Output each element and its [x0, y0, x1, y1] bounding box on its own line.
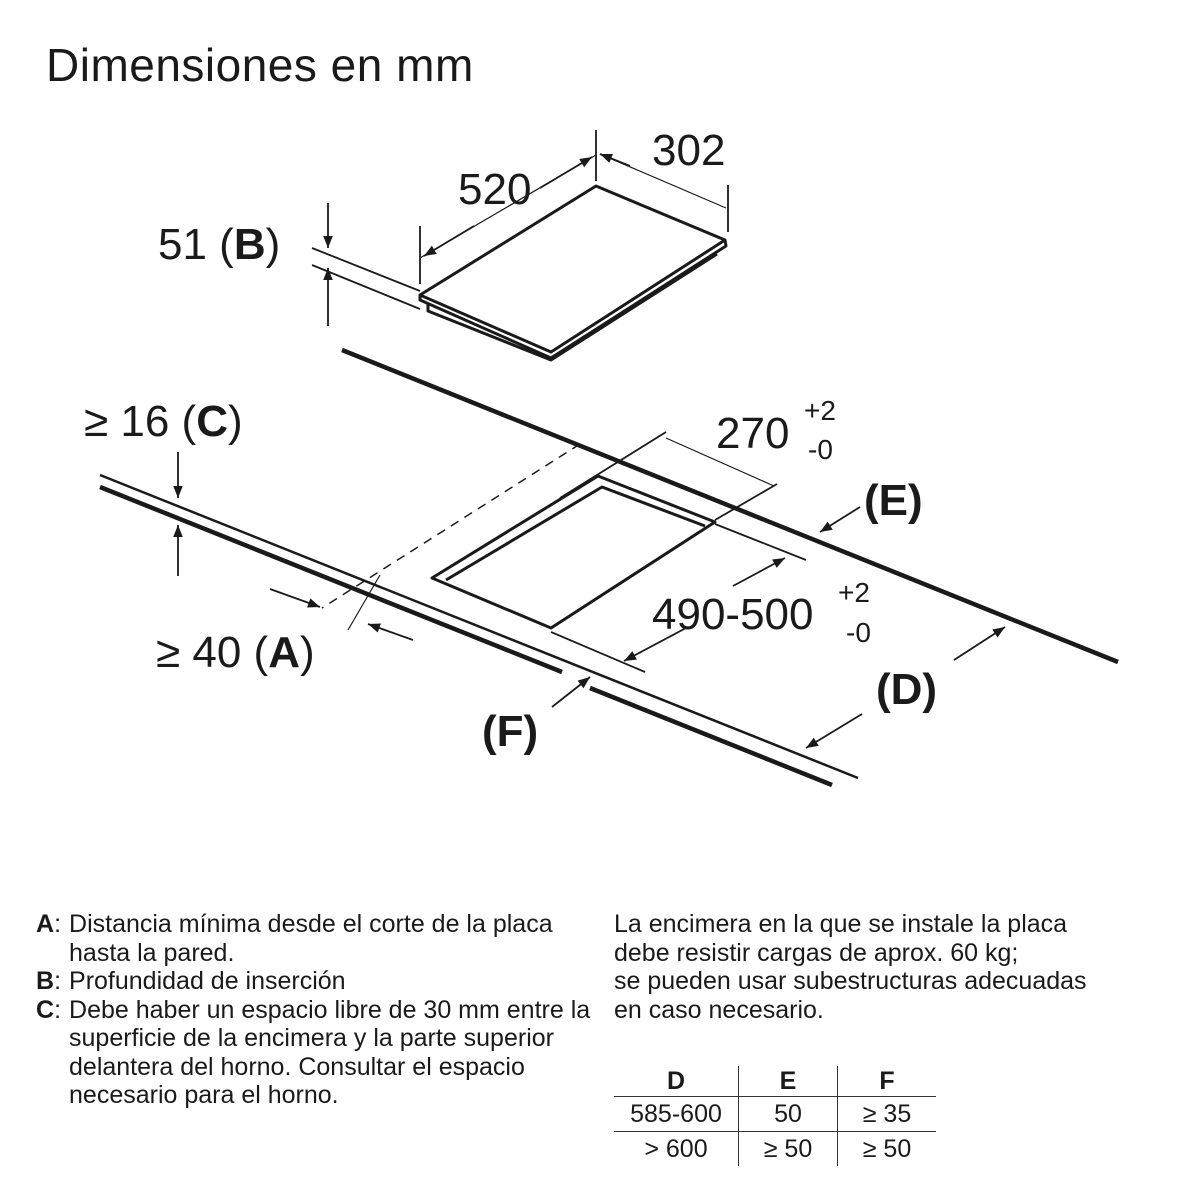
label-e: (E)	[864, 476, 923, 525]
label-cutout-depth-tol-plus: +2	[804, 395, 836, 426]
clearance-table	[614, 1066, 936, 1166]
load-info-line: La encimera en la que se instale la placa	[614, 910, 1068, 938]
note-text: Distancia mínima desde el corte de la placa hasta la pared.	[69, 910, 553, 967]
load-info	[614, 910, 1174, 1024]
countertop	[100, 350, 1118, 785]
table-header-f: F	[838, 1066, 937, 1097]
table-row	[614, 1097, 936, 1132]
table-cell: 585-600	[614, 1097, 739, 1132]
load-info-line: debe resistir cargas de aprox. 60 kg;	[614, 938, 1019, 967]
note-a: A : Distancia mínima desde el corte de la placa hasta la pared.	[36, 910, 596, 967]
page-title: Dimensiones en mm	[46, 39, 474, 91]
table-cell: > 600	[644, 1134, 708, 1163]
note-b: B : Profundidad de inserción	[36, 967, 596, 996]
notes-list	[36, 910, 596, 1110]
label-cutout-depth-tol-minus: -0	[808, 434, 833, 465]
load-info-line: en caso necesario.	[614, 995, 824, 1024]
label-wall-distance: ≥ 40 (A)	[156, 628, 315, 677]
table-cell: ≥ 50	[739, 1132, 838, 1167]
table-cell: 50	[739, 1097, 838, 1132]
dashed-guide	[322, 444, 580, 608]
table-cell: ≥ 50	[838, 1132, 937, 1167]
table-cell: ≥ 35	[838, 1097, 937, 1132]
label-cutout-depth: 270	[716, 409, 790, 458]
table-row	[614, 1132, 936, 1167]
label-cutout-width: 490-500	[652, 590, 814, 639]
label-gap: ≥ 16 (C)	[84, 397, 243, 446]
label-d: (D)	[876, 665, 938, 714]
label-hob-depth: 302	[652, 126, 726, 175]
note-c: C : Debe haber un espacio libre de 30 mm entre la superficie de la encimera y la parte superior delantera del horno. Consultar el espacio necesario para el horno.	[36, 996, 596, 1110]
dim-f-arrow	[552, 677, 590, 707]
table-header-e: E	[739, 1066, 838, 1097]
label-insertion-depth: 51 (B)	[158, 220, 281, 269]
dim-insertion-depth	[312, 203, 420, 326]
dim-e-arrow	[820, 507, 860, 532]
label-cutout-width-tol-plus: +2	[838, 577, 870, 608]
table-header-row	[614, 1066, 936, 1097]
note-text: Profundidad de inserción	[69, 967, 346, 995]
note-text: Debe haber un espacio libre de 30 mm entre la superficie de la encimera y la parte superior delantera del horno. Consultar el espacio necesario para el horno.	[69, 995, 591, 1109]
note-key: B	[36, 967, 55, 995]
load-info-line: se pueden usar subestructuras adecuadas	[614, 967, 1087, 995]
note-key: A	[36, 910, 55, 938]
label-hob-width: 520	[458, 165, 532, 214]
note-key: C	[36, 995, 55, 1024]
table-header-d: D	[614, 1066, 739, 1097]
label-f: (F)	[482, 707, 539, 756]
label-cutout-width-tol-minus: -0	[846, 617, 871, 648]
